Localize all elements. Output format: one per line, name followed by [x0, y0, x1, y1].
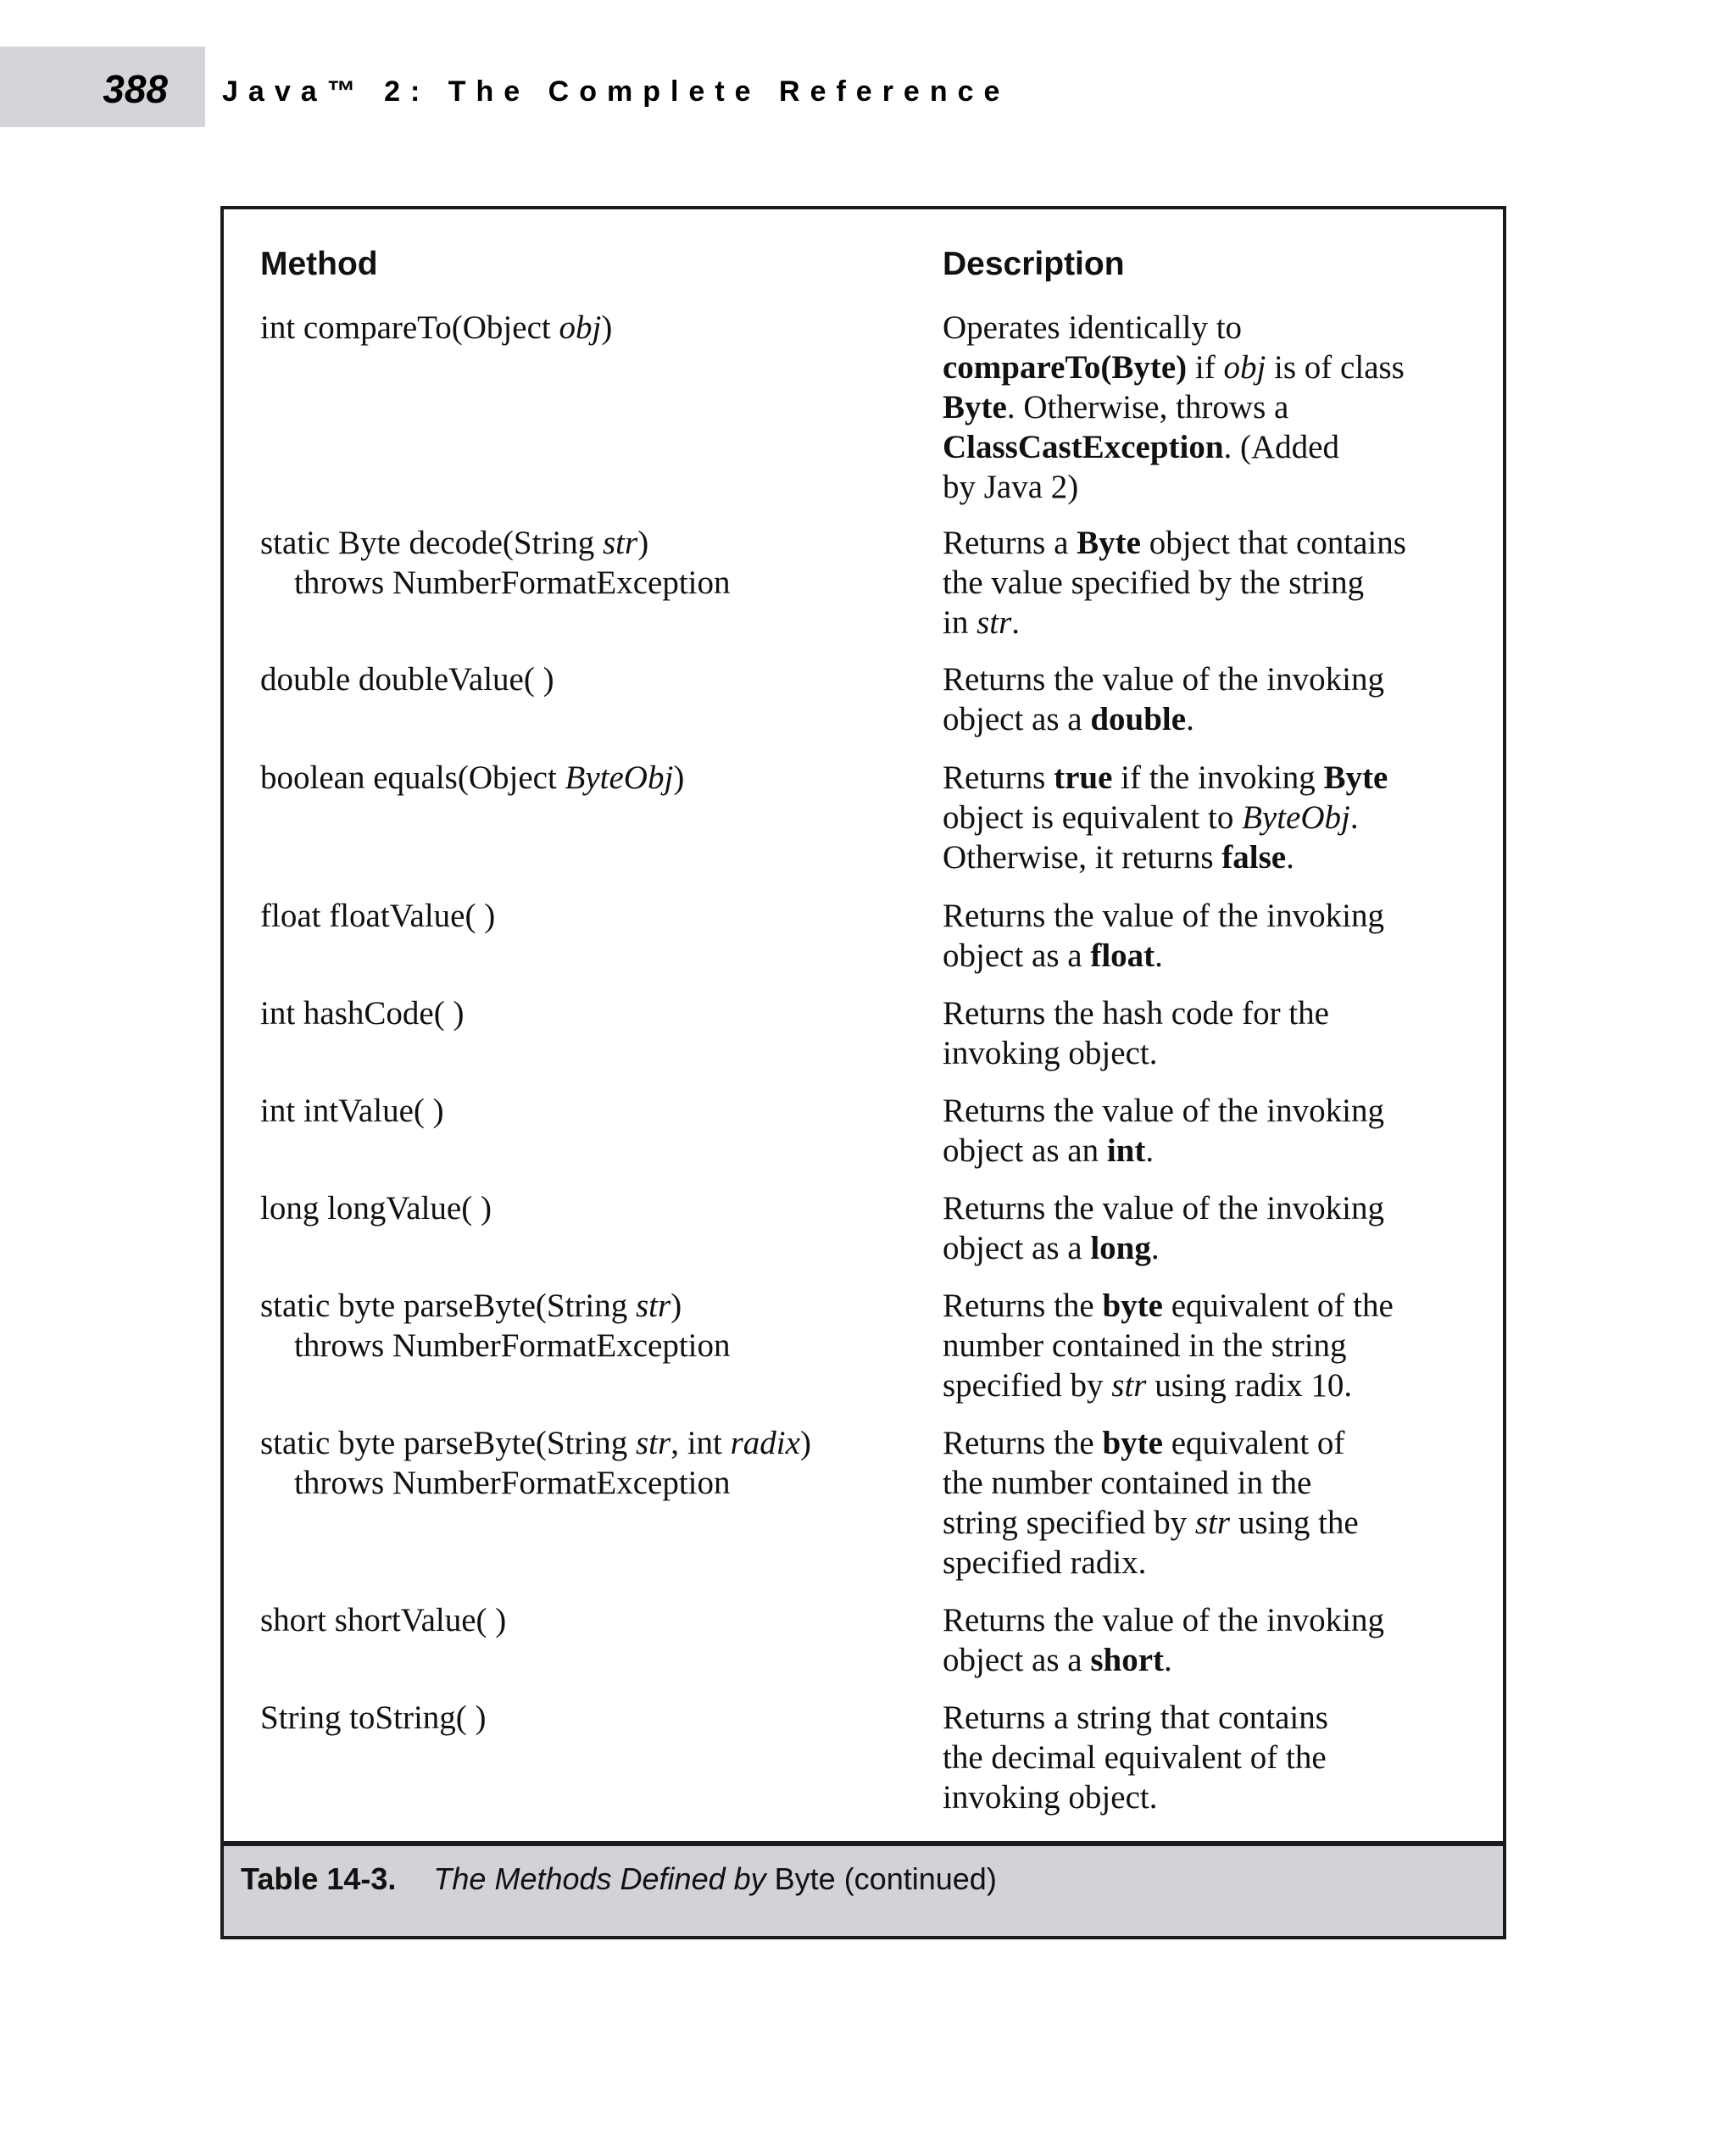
table-caption: [241, 1860, 997, 1899]
method-signature: String toString( ): [260, 1699, 487, 1736]
table-title-rest: Byte (continued): [765, 1861, 997, 1896]
page-number: 388: [103, 67, 168, 111]
method-description: Returns the value of the invoking object as a short.: [943, 1602, 1384, 1678]
method-description: Operates identically to compareTo(Byte) if obj is of class Byte. Otherwise, throws a ClassCastException. (Added by Java 2): [943, 309, 1405, 505]
method-description: Returns the value of the invoking object as a float.: [943, 898, 1384, 974]
method-description: Returns a Byte object that contains the value specified by the string in str.: [943, 525, 1406, 641]
method-signature: int intValue( ): [260, 1093, 444, 1129]
method-signature: short shortValue( ): [260, 1602, 507, 1638]
method-signature: boolean equals(Object ByteObj): [260, 759, 685, 796]
method-signature: static byte parseByte(String str, int radix) throws NumberFormatException: [260, 1425, 811, 1501]
method-signature: long longValue( ): [260, 1190, 492, 1227]
method-description: Returns true if the invoking Byte object is equivalent to ByteObj. Otherwise, it returns false.: [943, 759, 1388, 876]
method-description: Returns a string that contains the decimal equivalent of the invoking object.: [943, 1699, 1328, 1816]
methods-table: [220, 206, 1506, 1939]
page-number-tab: [0, 47, 205, 127]
method-description: Returns the value of the invoking object as a long.: [943, 1190, 1384, 1266]
method-description: Returns the value of the invoking object as a double.: [943, 661, 1384, 737]
table-title-italic: The Methods Defined by: [433, 1861, 766, 1896]
method-signature: double doubleValue( ): [260, 661, 554, 698]
description-column-header: Description: [943, 246, 1125, 282]
method-description: Returns the hash code for the invoking object.: [943, 995, 1329, 1071]
table-caption-bar: [224, 1841, 1503, 1936]
method-description: Returns the byte equivalent of the number contained in the string specified by str using the specified radix.: [943, 1425, 1359, 1581]
method-description: Returns the value of the invoking object as an int.: [943, 1093, 1384, 1169]
method-column-header: Method: [260, 246, 378, 282]
method-description: Returns the byte equivalent of the number contained in the string specified by str using radix 10.: [943, 1288, 1394, 1404]
method-signature: static Byte decode(String str) throws NumberFormatException: [260, 525, 731, 601]
method-signature: int hashCode( ): [260, 995, 465, 1032]
running-head: Java™ 2: The Complete Reference: [222, 75, 1010, 108]
method-signature: int compareTo(Object obj): [260, 309, 613, 346]
method-signature: float floatValue( ): [260, 898, 496, 934]
table-number: Table 14-3.: [241, 1861, 397, 1896]
method-signature: static byte parseByte(String str) throws NumberFormatException: [260, 1288, 731, 1364]
